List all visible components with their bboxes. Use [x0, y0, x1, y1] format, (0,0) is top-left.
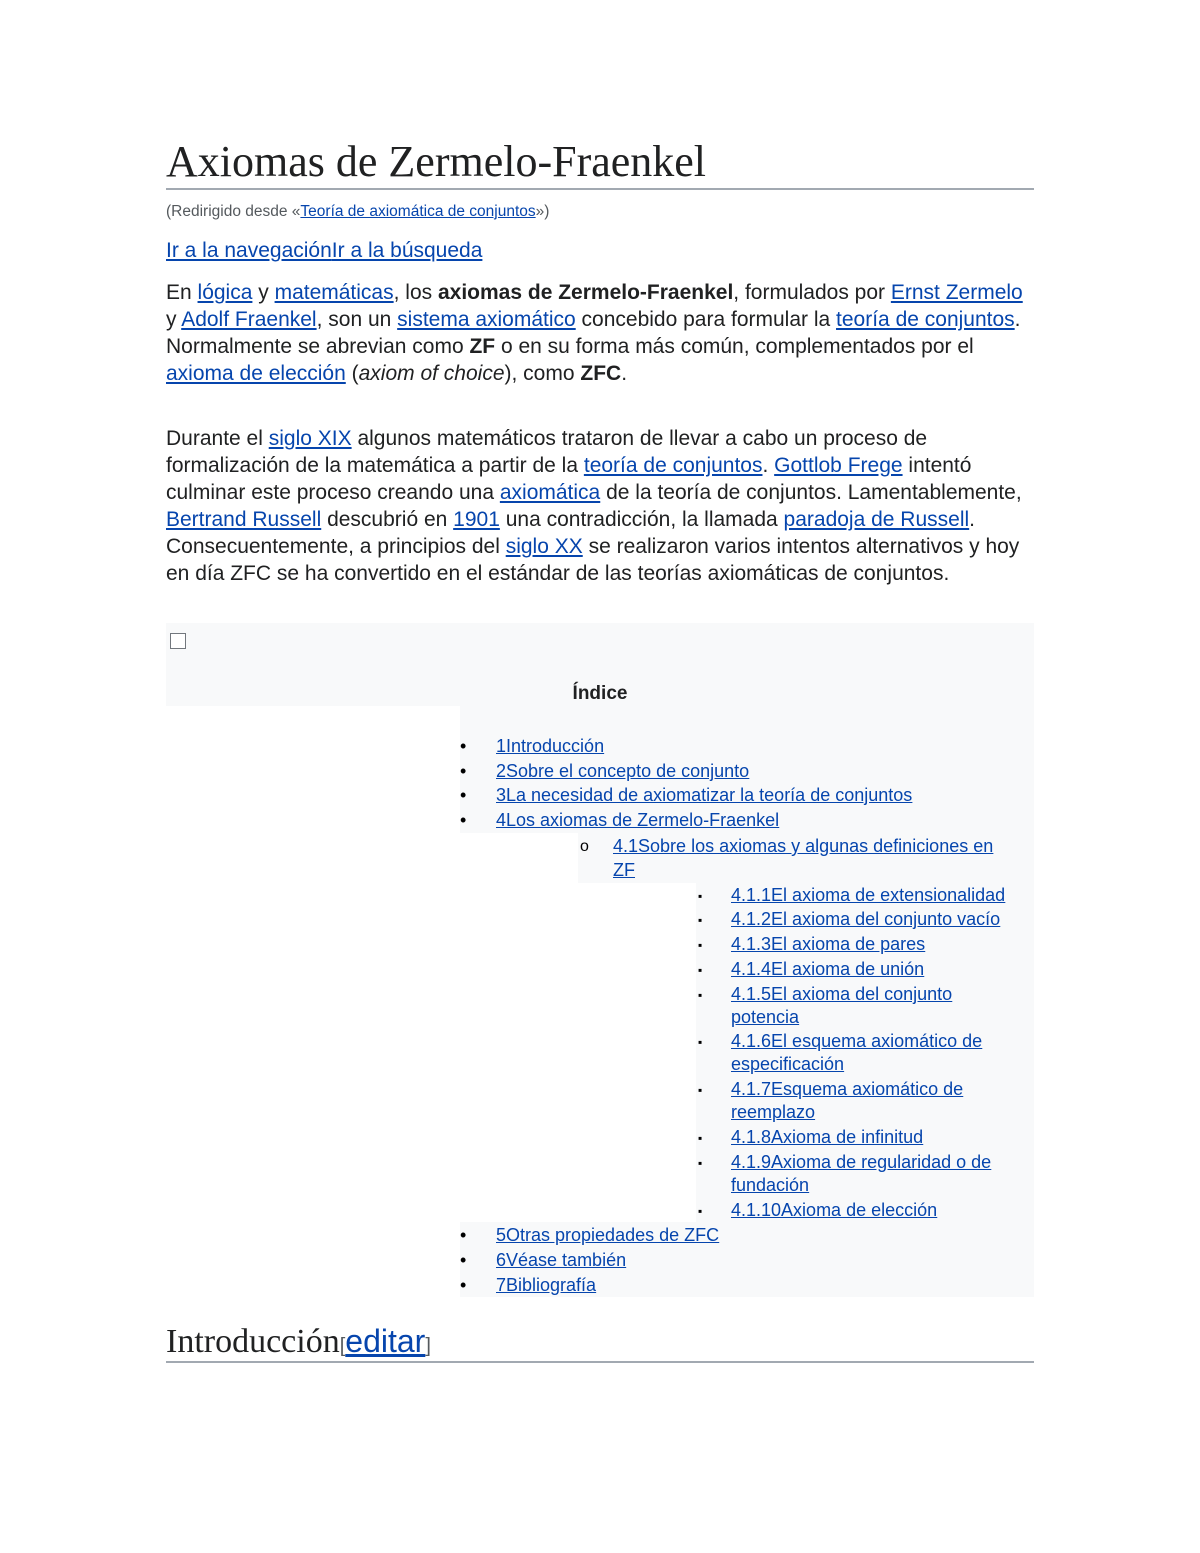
- toc-item-4-1-5[interactable]: 4.1.5El axioma del conjunto: [731, 984, 953, 1004]
- toc-item-4[interactable]: 4Los axiomas de Zermelo-Fraenkel: [496, 810, 780, 830]
- intro-paragraph: En lógica y matemáticas, los axiomas de Zermelo-Fraenkel, formulados por Ernst Zermelo y Adolf Fraenkel, son un sistema axiomático concebido para formular la teoría de conjuntos. Normalmente se abrevian como ZF o en su forma más común, complementados por el axioma de elección (axiom of choice), como ZFC.: [166, 281, 1023, 385]
- toc-bullet-level3: ▪: [698, 1204, 703, 1218]
- toc-item-3[interactable]: 3La necesidad de axiomatizar la teoría de conjuntos: [496, 785, 913, 805]
- toc-bullet-level3: ▪: [698, 938, 703, 952]
- redirect-source-link[interactable]: Teoría de axiomática de conjuntos: [300, 203, 536, 220]
- toc-bullet-level3: ▪: [698, 1083, 703, 1097]
- bold-term: axiomas de Zermelo-Fraenkel: [437, 281, 734, 304]
- link-siglo-xx[interactable]: siglo XX: [505, 535, 583, 558]
- edit-section-link[interactable]: editar: [345, 1323, 426, 1359]
- toc-bullet: •: [460, 761, 467, 781]
- toc-item-6[interactable]: 6Véase también: [496, 1250, 627, 1270]
- toc-item-2[interactable]: 2Sobre el concepto de conjunto: [496, 761, 750, 781]
- toc-bullet-level2: o: [580, 838, 589, 855]
- toc-item-4-1-10[interactable]: 4.1.10Axioma de elección: [731, 1200, 938, 1220]
- toc-item-4-1-3[interactable]: 4.1.3El axioma de pares: [731, 934, 926, 954]
- toc-bullet-level3: ▪: [698, 1131, 703, 1145]
- link-matematicas[interactable]: matemáticas: [274, 281, 394, 304]
- toc-bullet-level3: ▪: [698, 889, 703, 903]
- jump-to-navigation-link[interactable]: Ir a la navegación: [166, 239, 332, 262]
- toc-item-4-1-7-cont[interactable]: reemplazo: [731, 1102, 816, 1122]
- toc-toggle-checkbox[interactable]: [170, 633, 186, 649]
- toc-bullet: •: [460, 810, 467, 830]
- toc-item-4-1-4[interactable]: 4.1.4El axioma de unión: [731, 959, 925, 979]
- link-adolf-fraenkel[interactable]: Adolf Fraenkel: [181, 308, 317, 331]
- toc-bullet: •: [460, 736, 467, 756]
- toc-item-7[interactable]: 7Bibliografía: [496, 1275, 597, 1295]
- toc-title: Índice: [572, 683, 628, 704]
- link-ernst-zermelo[interactable]: Ernst Zermelo: [890, 281, 1023, 304]
- toc-left-gap: [166, 706, 460, 1297]
- toc-item-4-1-8[interactable]: 4.1.8Axioma de infinitud: [731, 1127, 924, 1147]
- link-siglo-xix[interactable]: siglo XIX: [268, 427, 352, 450]
- toc-item-4-1-6-cont[interactable]: especificación: [731, 1054, 845, 1074]
- jump-links: [166, 239, 482, 263]
- bold-zfc: ZFC: [580, 362, 622, 385]
- section-heading-introduccion: Introducción[editar]: [166, 1321, 1034, 1363]
- page-title: Axiomas de Zermelo-Fraenkel: [166, 136, 1034, 190]
- bold-zf: ZF: [469, 335, 496, 358]
- toc-bullet-level3: ▪: [698, 1035, 703, 1049]
- toc-bullet: •: [460, 1275, 467, 1295]
- toc-item-5[interactable]: 5Otras propiedades de ZFC: [496, 1225, 720, 1245]
- link-logica[interactable]: lógica: [197, 281, 253, 304]
- link-sistema-axiomatico[interactable]: sistema axiomático: [397, 308, 576, 331]
- link-axiomatica[interactable]: axiomática: [499, 481, 601, 504]
- jump-to-search-link[interactable]: Ir a la búsqueda: [331, 239, 483, 262]
- link-bertrand-russell[interactable]: Bertrand Russell: [166, 508, 322, 531]
- toc-bullet-level3: ▪: [698, 988, 703, 1002]
- toc-bullet: •: [460, 1225, 467, 1245]
- toc-item-4-1[interactable]: 4.1Sobre los axiomas y algunas definiciones en: [613, 836, 994, 856]
- link-teoria-de-conjuntos-2[interactable]: teoría de conjuntos: [583, 454, 763, 477]
- toc-bullet-level3: ▪: [698, 963, 703, 977]
- toc-item-4-1-7[interactable]: 4.1.7Esquema axiomático de: [731, 1079, 964, 1099]
- toc-bullet-level3: ▪: [698, 913, 703, 927]
- toc-bullet-level3: ▪: [698, 1156, 703, 1170]
- link-teoria-de-conjuntos[interactable]: teoría de conjuntos: [836, 308, 1015, 331]
- toc-bullet: •: [460, 785, 467, 805]
- toc-item-4-1-1[interactable]: 4.1.1El axioma de extensionalidad: [731, 885, 1006, 905]
- toc-item-4-1-9-cont[interactable]: fundación: [731, 1175, 810, 1195]
- toc-item-1[interactable]: 1Introducción: [496, 736, 605, 756]
- toc-item-4-1-cont[interactable]: ZF: [613, 860, 635, 880]
- link-paradoja-de-russell[interactable]: paradoja de Russell: [783, 508, 970, 531]
- toc-item-4-1-5-cont[interactable]: potencia: [731, 1007, 800, 1027]
- italic-term: axiom of choice: [358, 362, 505, 385]
- link-gottlob-frege[interactable]: Gottlob Frege: [774, 454, 903, 477]
- toc-bullet: •: [460, 1250, 467, 1270]
- toc-item-4-1-6[interactable]: 4.1.6El esquema axiomático de: [731, 1031, 983, 1051]
- link-axioma-de-eleccion[interactable]: axioma de elección: [166, 362, 346, 385]
- link-1901[interactable]: 1901: [453, 508, 500, 531]
- toc-indent-gap-1: [460, 833, 578, 1222]
- redirect-notice: (Redirigido desde «Teoría de axiomática de conjuntos»): [166, 203, 550, 220]
- toc-indent-gap-2: [578, 883, 696, 1222]
- history-paragraph: Durante el siglo XIX algunos matemáticos trataron de llevar a cabo un proceso de formalización de la matemática a partir de la teoría de conjuntos. Gottlob Frege intentó culminar este proceso creando una axiomática de la teoría de conjuntos. Lamentablemente, Bertrand Russell descubrió en 1901 una contradicción, la llamada paradoja de Russell. Consecuentemente, a principios del siglo XX se realizaron varios intentos alternativos y hoy en día ZFC se ha convertido en el estándar de las teorías axiomáticas de conjuntos.: [166, 427, 1022, 585]
- toc-item-4-1-9[interactable]: 4.1.9Axioma de regularidad o de: [731, 1152, 992, 1172]
- toc-item-4-1-2[interactable]: 4.1.2El axioma del conjunto vacío: [731, 909, 1001, 929]
